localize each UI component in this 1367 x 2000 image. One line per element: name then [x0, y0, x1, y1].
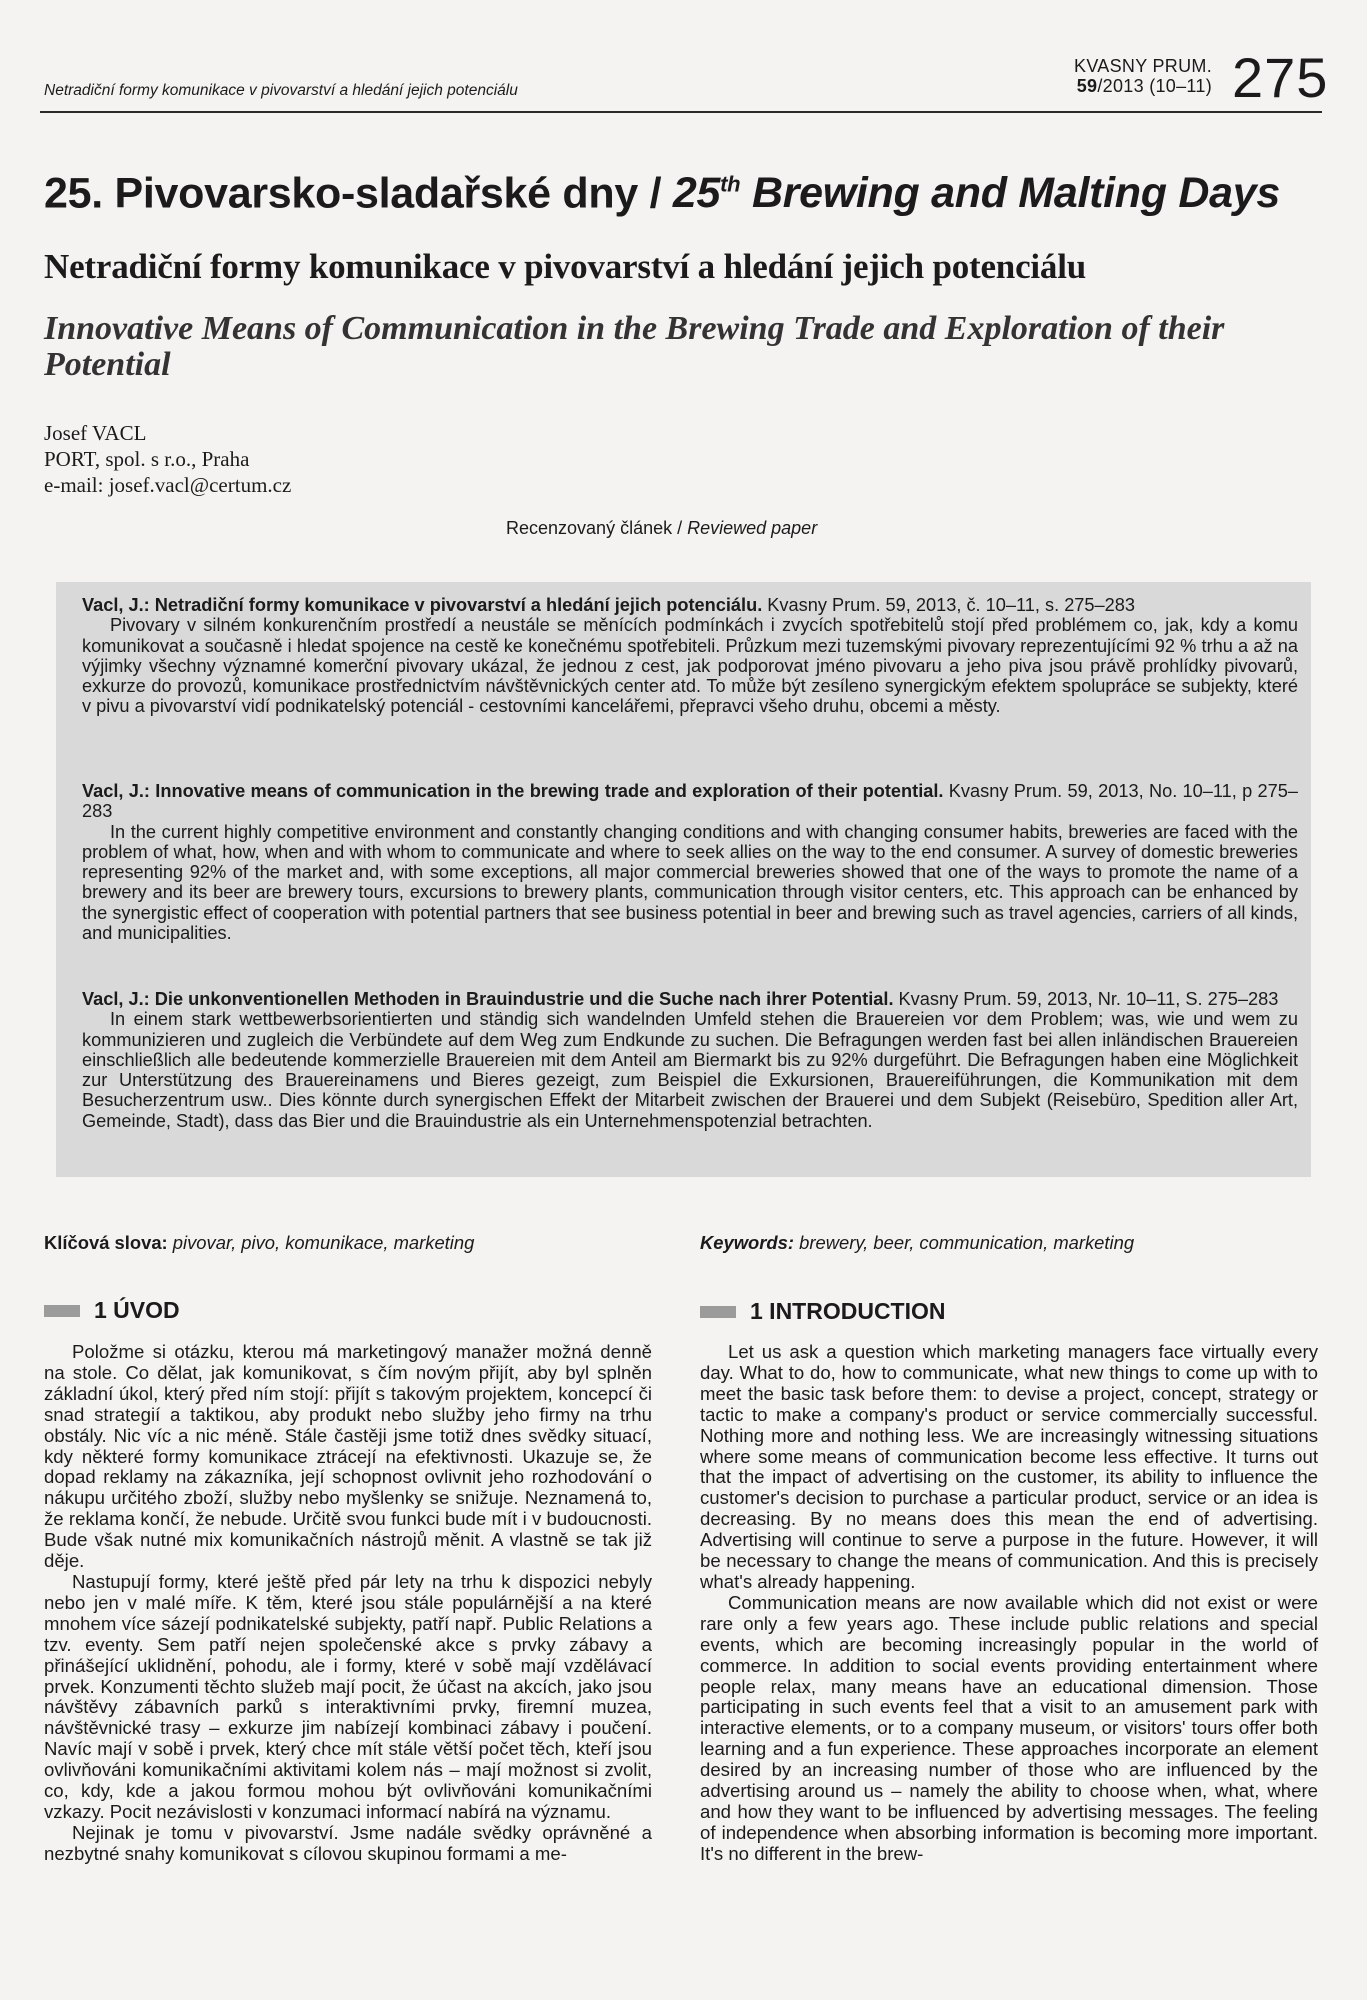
- paragraph: Nejinak je tomu v pivovarství. Jsme nadále svědky oprávněné a nezbytné snahy komunikovat s cílovou skupinou formami a me-: [44, 1821, 652, 1864]
- abstract-en: [82, 781, 1298, 943]
- body-column-en: [700, 1342, 1318, 1865]
- paragraph: Položme si otázku, kterou má marketingový manažer možná denně na stole. Co dělat, jak komunikovat, s čím novým přijít, aby byl splněn základní úkol, který před ním stojí: přijít s takovým projektem, koncepcí či snad strategií a taktikou, aby produkt nebo služby jeho firmy na trhu obstály. Nic víc a nic méně. Stále častěji jsme totiž dnes svědky situací, kdy některé formy komunikace ztrácejí na efektivnosti. Ukazuje se, že dopad reklamy na zákazníka, její schopnost ovlivnit jeho rozhodování o nákupu určitého zboží, služby nebo myšlenky se snižuje. Neznamená to, že reklama končí, že nebude. Určitě svou funkci bude mít i v budoucnosti. Bude však nutné mix komunikačních nástrojů měnit. A vlastně se tak již děje.: [44, 1341, 652, 1572]
- paragraph: Communication means are now available which did not exist or were rare only a few years ago. These include public relations and special events, which are becoming increasingly popular in the world of commerce. In addition to social events providing entertainment where people relax, many means have an educational dimension. Those participating in such events feel that a visit to an amusement park with interactive elements, or to a company museum, or visitors' tours offer both learning and a fun experience. These approaches incorporate an element desired by an increasing number of those who are influenced by the advertising around us – namely the ability to choose when, what, where and how they want to be influenced by advertising messages. The feeling of independence when absorbing information is becoming more important. It's no different in the brew-: [700, 1591, 1318, 1864]
- page-number: 275: [1232, 46, 1329, 109]
- abstract-text: In the current highly competitive environment and constantly changing conditions and with changing consumer habits, breweries are faced with the problem of what, how, when and with whom to communicate and where to seek allies on the way to the end consumer. A survey of domestic breweries representing 92% of the market and, with some exceptions, all major commercial breweries showed that one of the ways to promote the name of a brewery and its beer are brewery tours, excursions to brewery plants, communication through visitor centers, etc. This approach can be enhanced by the synergistic effect of cooperation with potential partners that see business potential in beer and brewing such as travel agencies, carriers of all kinds, and municipalities.: [82, 821, 1298, 944]
- author-block: [44, 420, 291, 498]
- abstract-text: Pivovary v silném konkurenčním prostředí a neustále se měnících podmínkách i zvycích spotřebitelů stojí před problémem co, jak, kdy a komu komunikovat a současně i hledat spojence na cestě ke konečnému spotřebiteli. Průzkum mezi tuzemskými pivovary reprezentujícími 92 % trhu a až na výjimky všechny významné komerční pivovary ukázal, že jednou z cest, jak podporovat jméno pivovaru a jeho piva jsou právě prohlídky pivovarů, exkurze do provozů, komunikace prostřednictvím návštěvnických center atd. To může být zesíleno synergickým efektem spolupráce se subjekty, které v pivu a pivovarství vidí podnikatelský potenciál - cestovními kancelářemi, přepravci všeho druhu, obcemi a městy.: [82, 615, 1298, 717]
- section-heading-en: 1 INTRODUCTION: [700, 1298, 946, 1325]
- author-email: e-mail: josef.vacl@certum.cz: [44, 473, 292, 497]
- article-title-en: Innovative Means of Communication in the Brewing Trade and Exploration of their Potential: [44, 310, 1225, 383]
- article-title-cz: Netradiční formy komunikace v pivovarství a hledání jejich potenciálu: [44, 247, 1087, 286]
- conference-title: 25. Pivovarsko-sladařské dny / 25th Brewing and Malting Days: [44, 169, 1280, 218]
- author-affiliation: PORT, spol. s r.o., Praha: [44, 447, 250, 471]
- author-name: Josef VACL: [44, 421, 147, 445]
- abstract-text: In einem stark wettbewerbsorientierten und ständig sich wandelnden Umfeld stehen die Brauereien vor dem Problem; was, wie und wem zu kommunizieren und zugleich die Verbündete auf dem Weg zum Endkunde zu suchen. Die Befragungen werden fast bei allen inländischen Brauereien einschließlich alle bedeutende kommerzielle Brauereien mit dem Anteil am Biermarkt bis zu 92% durgeführt. Die Befragungen haben eine Möglichkeit zur Unterstützung des Brauereinamens und Bieres gezeigt, zum Beispiel die Exkursionen, Brauereiführungen, die Kommunikation mit dem Besucherzentrum usw.. Dies könnte durch synergischen Effekt der Mitarbeit zwischen der Brauerei und dem Subjekt (Reisebüro, Spedition aller Art, Gemeinde, Stadt), dass das Bier und die Brauindustrie als ein Unternehmenspotenzial betrachten.: [82, 1009, 1298, 1131]
- section-heading-cz: 1 ÚVOD: [44, 1297, 180, 1324]
- abstract-citation: Vacl, J.: Netradiční formy komunikace v pivovarství a hledání jejich potenciálu. Kvasny Prum. 59, 2013, č. 10–11, s. 275–283: [82, 595, 1135, 615]
- heading-bar: [44, 1305, 80, 1317]
- abstract-cz: [82, 595, 1298, 717]
- paragraph: Let us ask a question which marketing managers face virtually every day. What to do, how to communicate, what new things to come up with to meet the basic task before them: to devise a project, concept, strategy or tactic to make a company's product or service commercially successful. Nothing more and nothing less. We are increasingly witnessing situations where some means of communication become less effective. It turns out that the impact of advertising on the customer, its ability to influence the customer's decision to purchase a particular product, service or an idea is decreasing. By no means does this mean the end of advertising. Advertising will continue to serve a purpose in the future. However, it will be necessary to change the means of communication. And this is precisely what's already happening.: [700, 1341, 1318, 1592]
- abstract-citation: Vacl, J.: Innovative means of communication in the brewing trade and exploration of their potential. Kvasny Prum. 59, 2013, No. 10–11, p 275–283: [82, 781, 1299, 822]
- journal-issue: 59/2013 (10–11): [1076, 76, 1212, 96]
- keywords-cz: Klíčová slova: pivovar, pivo, komunikace, marketing: [44, 1232, 475, 1253]
- running-title: Netradiční formy komunikace v pivovarství a hledání jejich potenciálu: [44, 82, 518, 99]
- heading-bar: [700, 1306, 736, 1318]
- reviewed-label: Recenzovaný článek / Reviewed paper: [506, 518, 818, 538]
- abstract-citation: Vacl, J.: Die unkonventionellen Methoden in Brauindustrie und die Suche nach ihrer Potential. Kvasny Prum. 59, 2013, Nr. 10–11, S. 275–283: [82, 989, 1279, 1009]
- abstract-de: [82, 989, 1298, 1131]
- keywords-en: Keywords: brewery, beer, communication, marketing: [700, 1232, 1135, 1253]
- journal-info: [1052, 56, 1212, 96]
- header-rule: [40, 111, 1322, 113]
- journal-name: KVASNY PRUM.: [1074, 56, 1212, 76]
- paragraph: Nastupují formy, které ještě před pár lety na trhu k dispozici nebyly nebo jen v malé míře. K těm, které jsou stále populárnější a na které mnohem více sázejí podnikatelské subjekty, patří např. Public Relations a tzv. eventy. Sem patří nejen společenské akce s prvky zábavy a přinášející uklidnění, pohodu, ale i formy, které v sobě mají vzdělávací prvek. Konzumenti těchto služeb mají pocit, že účast na akcích, jako jsou návštěvy zábavních parků s interaktivními prvky, firemní muzea, návštěvnické trasy – exkurze jim nabízejí kombinaci zábavy i poučení. Navíc mají v sobě i prvek, který chce mít stále větší počet těch, kteří jsou ovlivňováni komunikačními aktivitami kolem nás – mají možnost si zvolit, co, kdy, kde a jakou formou mohou být ovlivňováni komunikačními vzkazy. Pocit nezávislosti v konzumaci informací nabírá na významu.: [44, 1570, 652, 1822]
- body-column-cz: [44, 1342, 652, 1865]
